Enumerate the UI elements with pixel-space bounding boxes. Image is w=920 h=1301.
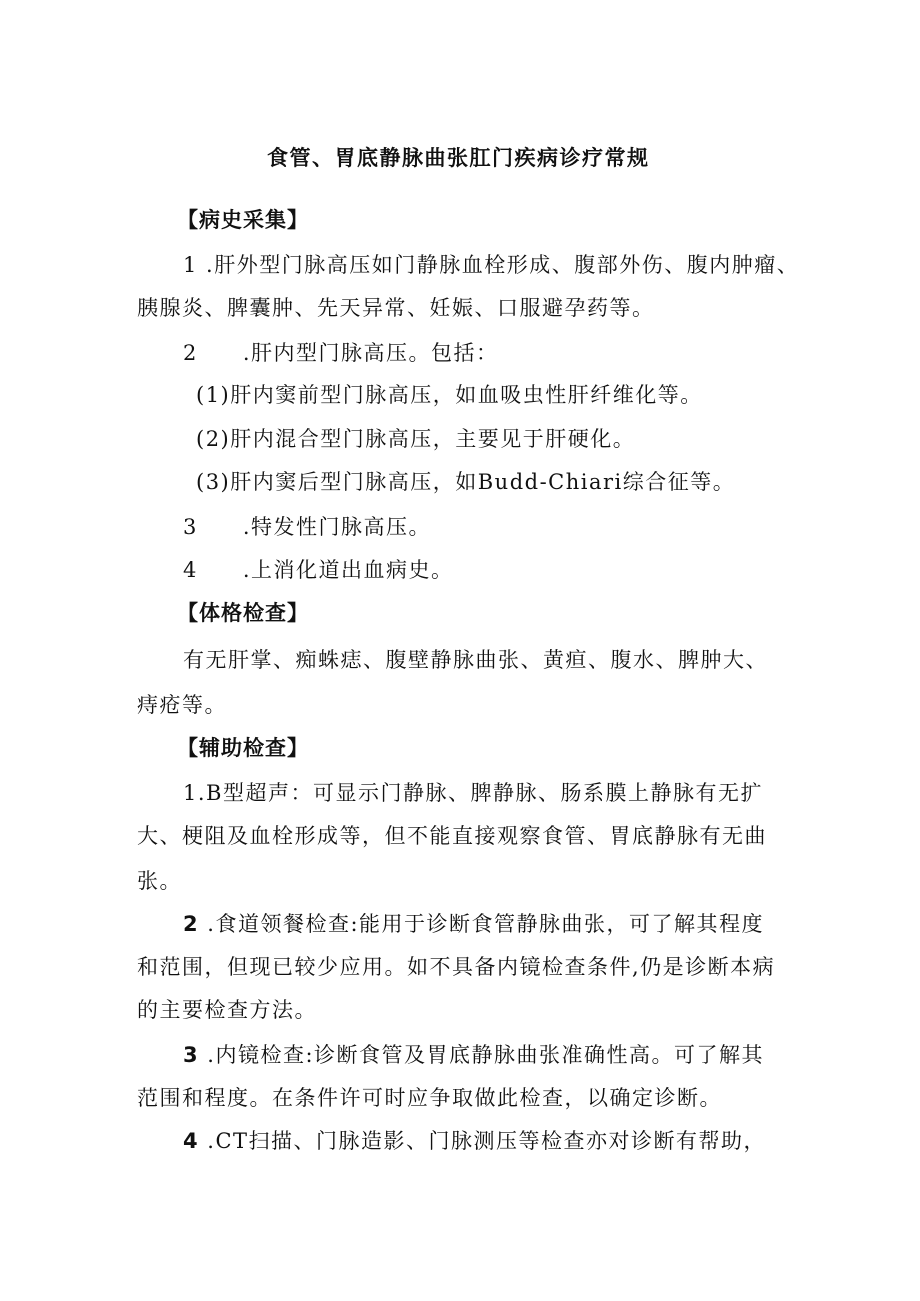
history-subitem-3: (3)肝内窦后型门脉高压，如Budd-Chiari综合征等。 [196, 470, 736, 494]
history-subitem-2: (2)肝内混合型门脉高压，主要见于肝硬化。 [196, 427, 636, 451]
auxiliary-item-1-line-1: 1.B型超声：可显示门静脉、脾静脉、肠系膜上静脉有无扩 [183, 781, 763, 805]
auxiliary-item-4-line-1 [183, 1126, 766, 1156]
auxiliary-item-2-line-2: 和范围，但现已较少应用。如不具备内镜检查条件,仍是诊断本病 [137, 955, 776, 979]
auxiliary-item-2-line-1 [183, 909, 764, 939]
auxiliary-item-2-number: 2 [183, 912, 200, 936]
physical-line-1: 有无肝掌、痴蛛痣、腹壁静脉曲张、黄疸、腹水、脾肿大、 [183, 648, 768, 672]
document-title: 食管、胃底静脉曲张肛门疾病诊疗常规 [267, 146, 650, 170]
section-heading-physical: 【体格检查】 [177, 601, 309, 625]
section-heading-auxiliary: 【辅助检查】 [177, 736, 309, 760]
auxiliary-item-3-number: 3 [183, 1043, 200, 1067]
history-item-3: 3 .特发性门脉高压。 [183, 515, 432, 539]
section-heading-history: 【病史采集】 [177, 208, 309, 232]
auxiliary-item-3-line-1 [183, 1040, 764, 1070]
history-item-4: 4 .上消化道出血病史。 [183, 558, 454, 582]
auxiliary-item-2-line-3: 的主要检查方法。 [137, 998, 317, 1022]
auxiliary-item-4-text: .CT扫描、门脉造影、门脉测压等检查亦对诊断有帮助， [199, 1129, 767, 1153]
auxiliary-item-1-line-3: 张。 [137, 869, 182, 893]
history-item-1-line-1: 1 .肝外型门脉高压如门静脉血栓形成、腹部外伤、腹内肿瘤、 [183, 253, 800, 277]
auxiliary-item-1-line-2: 大、梗阻及血栓形成等，但不能直接观察食管、胃底静脉有无曲 [137, 824, 767, 848]
auxiliary-item-2-text: .食道领餐检查:能用于诊断食管静脉曲张，可了解其程度 [199, 912, 765, 936]
auxiliary-item-3-line-2: 范围和程度。在条件许可时应争取做此检查，以确定诊断。 [137, 1086, 722, 1110]
physical-line-2: 痔疮等。 [137, 693, 227, 717]
history-item-2: 2 .肝内型门脉高压。包括： [183, 341, 499, 365]
history-subitem-1: (1)肝内窦前型门脉高压，如血吸虫性肝纤维化等。 [196, 383, 703, 407]
auxiliary-item-3-text: .内镜检查:诊断食管及胃底静脉曲张准确性高。可了解其 [199, 1043, 765, 1067]
auxiliary-item-4-number: 4 [183, 1129, 200, 1153]
history-item-1-line-2: 胰腺炎、脾囊肿、先天异常、妊娠、口服避孕药等。 [137, 296, 655, 320]
